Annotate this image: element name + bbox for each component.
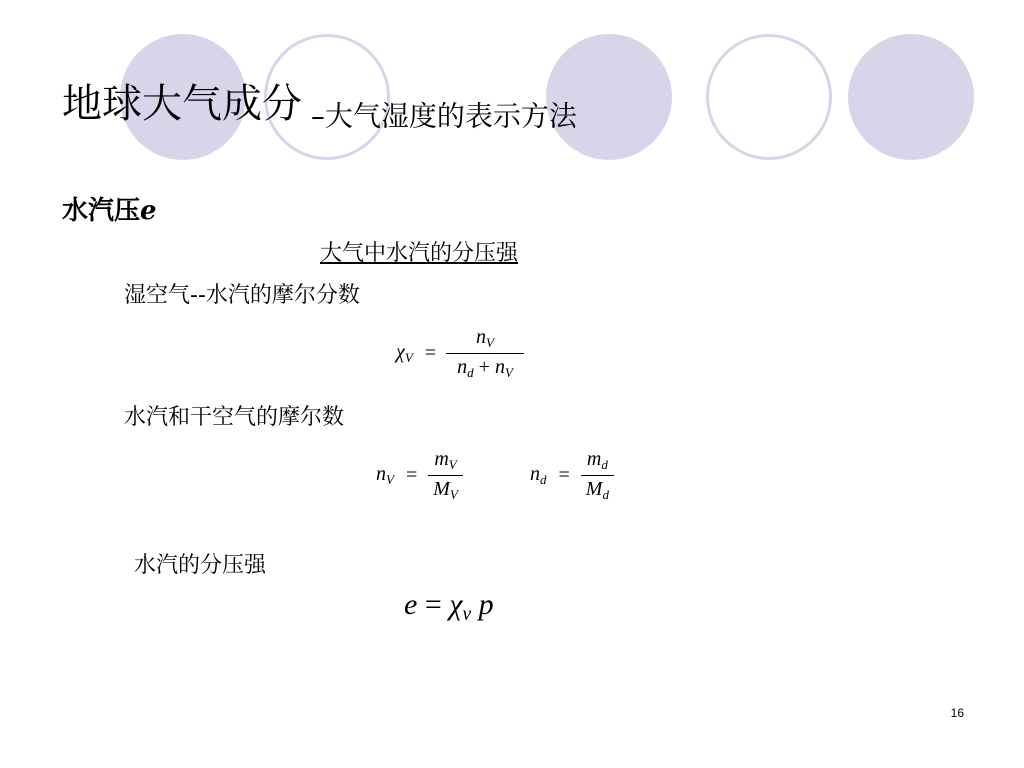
e-equals: =: [424, 588, 442, 621]
vapor-moles-formula: [376, 448, 464, 503]
nv-den: M: [433, 477, 450, 500]
e-p: p: [478, 588, 494, 621]
section-heading: [62, 190, 157, 227]
numerator-var: n: [476, 326, 487, 348]
nv-den-sub: V: [449, 486, 458, 502]
title-main: 地球大气成分: [62, 81, 302, 127]
nd-lhs: n: [530, 462, 540, 485]
heading-variable: e: [140, 196, 157, 226]
denominator-a-sub: d: [467, 364, 474, 380]
heading-text: 水汽压: [62, 196, 141, 226]
slide-title: [62, 72, 577, 134]
denominator-b-sub: V: [504, 364, 513, 380]
definition-text: 大气中水汽的分压强: [320, 241, 519, 266]
vapor-pressure-formula: [404, 588, 494, 626]
nv-lhs-sub: V: [386, 471, 394, 487]
plus-sign: +: [478, 355, 490, 378]
e-var: e: [404, 588, 418, 621]
mole-fraction-formula: [396, 326, 524, 381]
nd-num: m: [586, 448, 602, 470]
nd-lhs-sub: d: [540, 471, 547, 487]
nv-num-sub: V: [448, 456, 457, 472]
nd-num-sub: d: [601, 456, 608, 472]
page-number: 16: [950, 706, 964, 720]
chi-subscript: V: [404, 349, 413, 365]
decorative-circle-4: [706, 34, 832, 160]
nd-den: M: [585, 477, 603, 500]
denominator-b: n: [494, 355, 505, 378]
dry-air-moles-formula: [530, 448, 615, 503]
partial-pressure-label: 水汽的分压强: [134, 553, 267, 578]
numerator-sub: V: [486, 334, 494, 350]
chi-symbol: χ: [396, 340, 405, 363]
e-chi: χ: [449, 588, 463, 621]
mole-fraction-label: 湿空气--水汽的摩尔分数: [124, 283, 360, 308]
title-separator: –: [302, 99, 325, 133]
nv-equals: =: [405, 463, 418, 486]
e-chi-sub: v: [462, 603, 472, 625]
nd-den-sub: d: [602, 486, 609, 502]
title-subtitle: 大气湿度的表示方法: [324, 99, 577, 133]
denominator-a: n: [457, 355, 468, 378]
nv-lhs: n: [376, 462, 386, 485]
decorative-circle-5: [848, 34, 974, 160]
moles-label: 水汽和干空气的摩尔数: [124, 405, 345, 430]
equals-sign: =: [424, 341, 437, 364]
nd-equals: =: [558, 463, 570, 486]
nv-num: m: [434, 448, 449, 470]
